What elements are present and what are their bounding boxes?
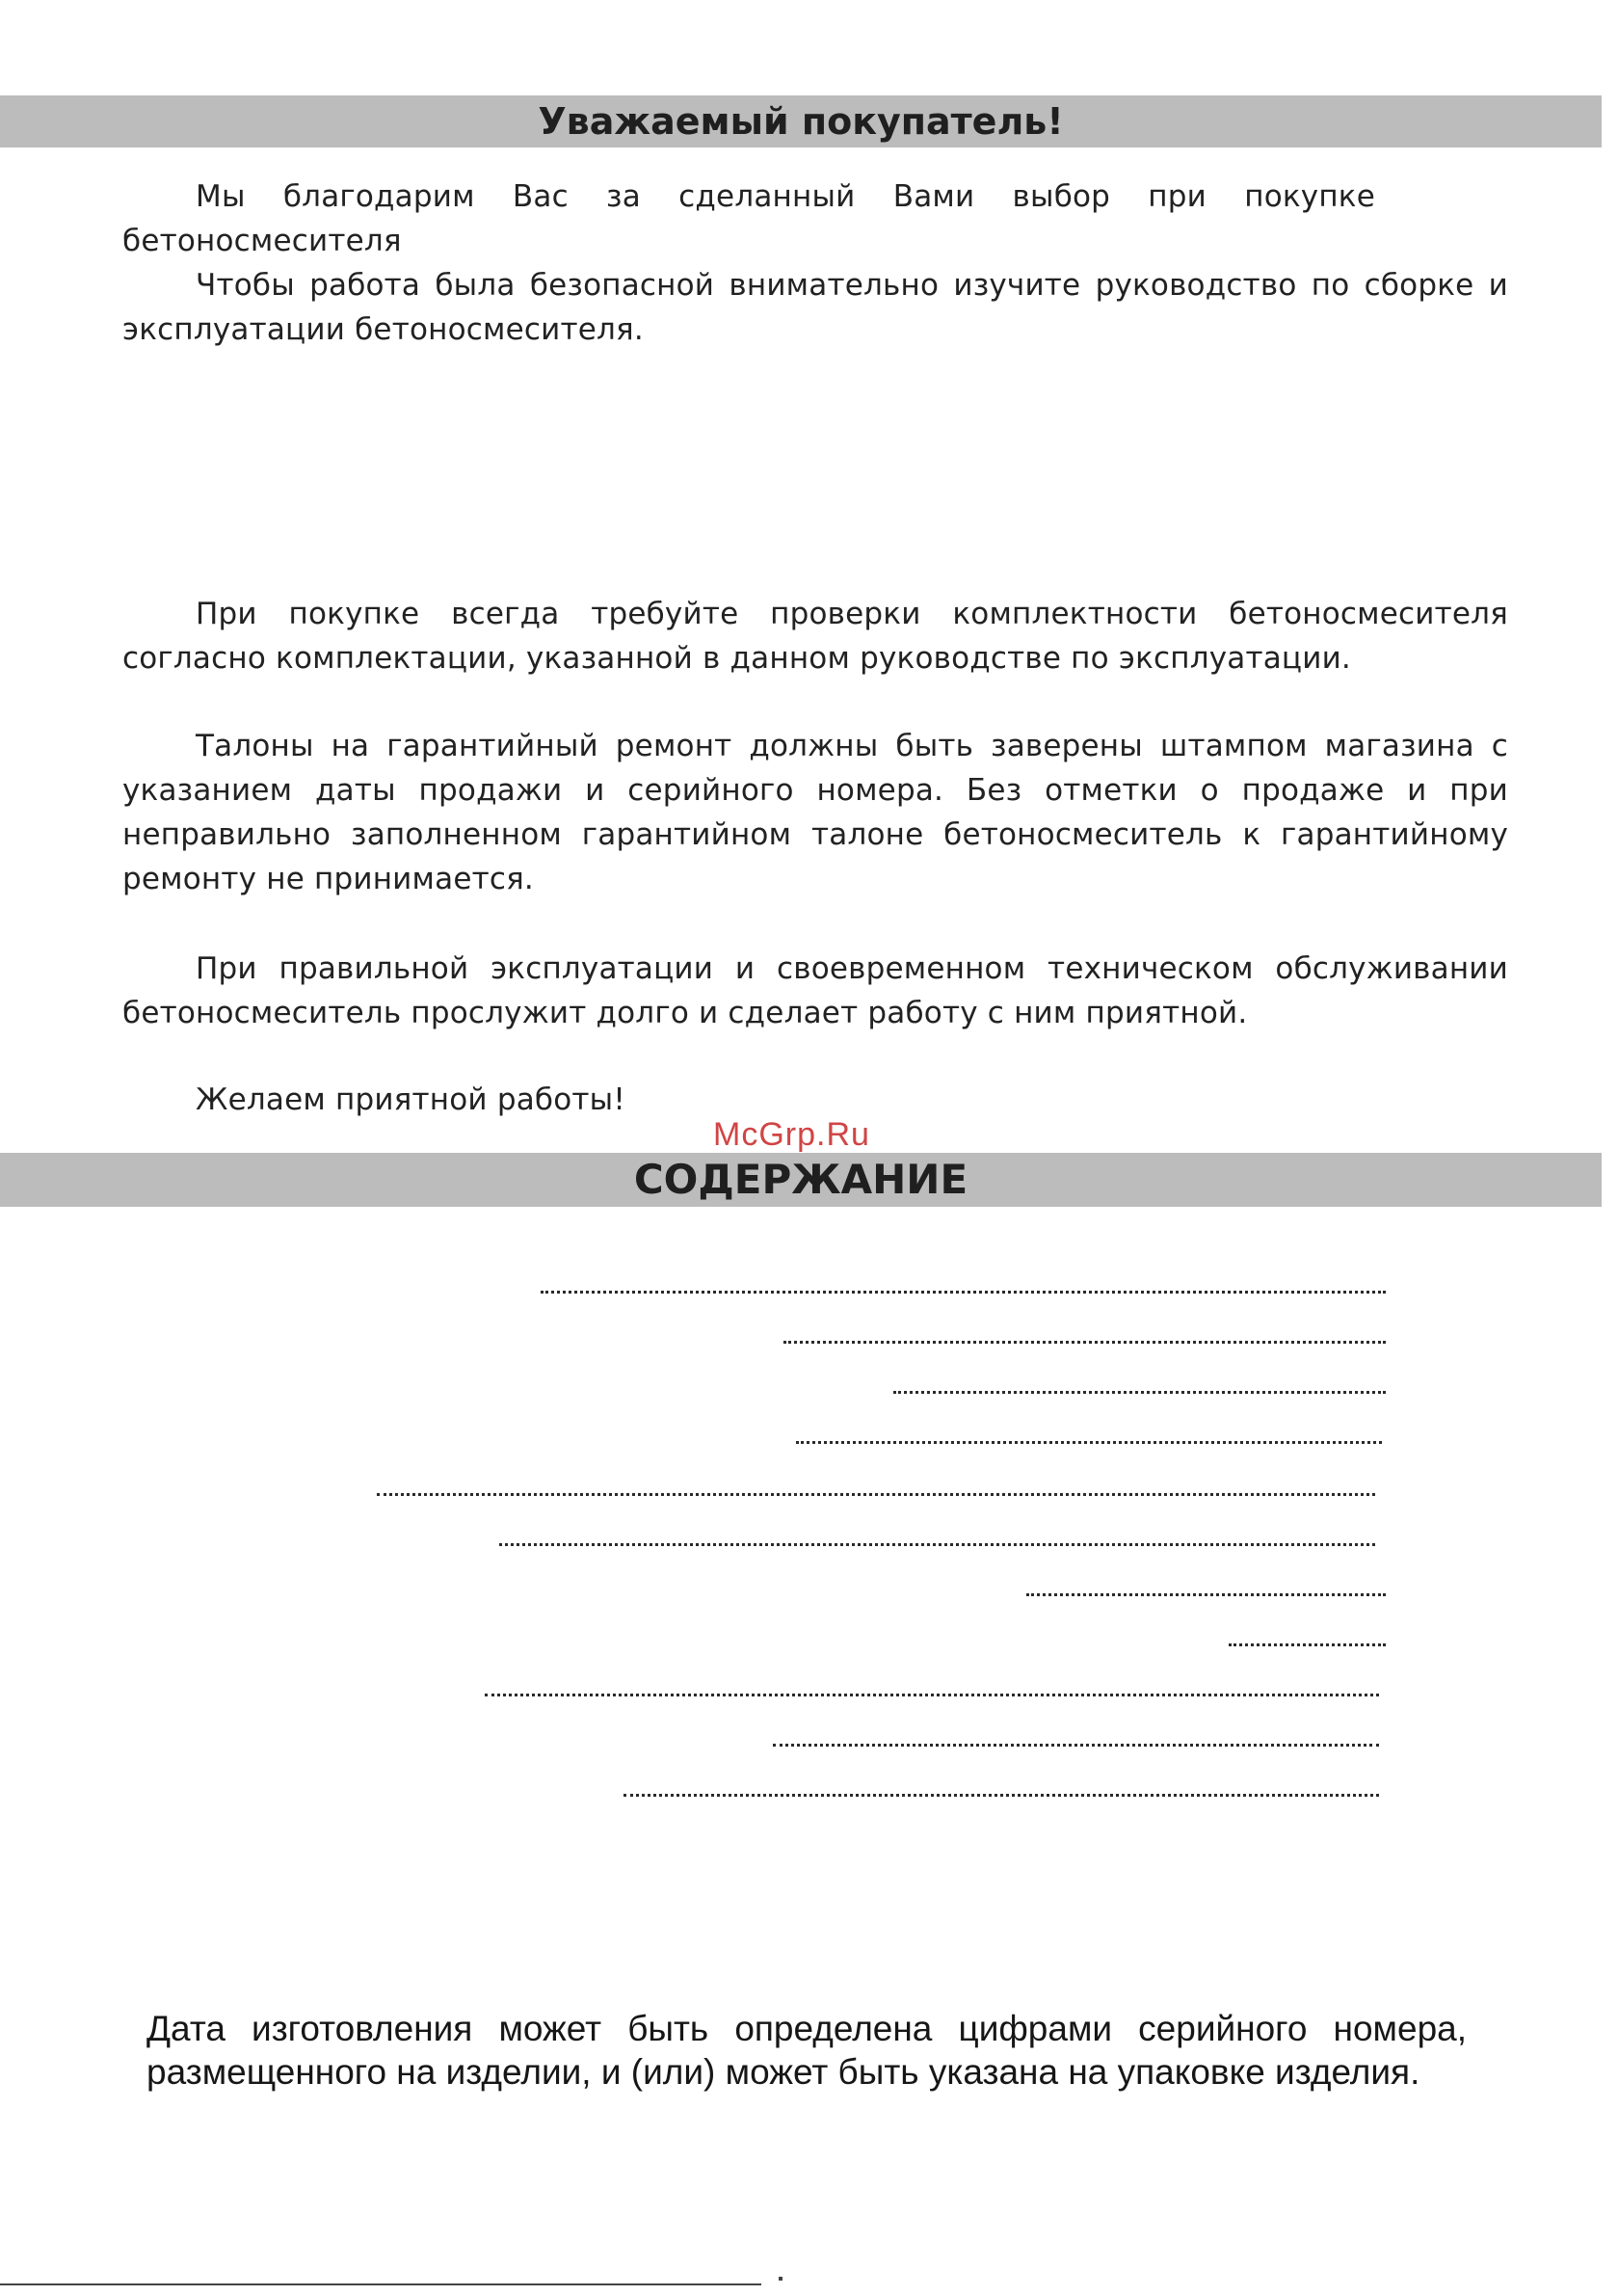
greeting-title: Уважаемый покупатель! <box>538 100 1064 143</box>
toc-leader-line <box>1229 1643 1386 1652</box>
toc-leader-line <box>783 1341 1386 1349</box>
contents-title: СОДЕРЖАНИЕ <box>633 1156 968 1203</box>
greeting-header <box>0 95 1602 147</box>
footer-mark <box>779 2277 782 2281</box>
toc-leader-line <box>623 1794 1379 1802</box>
toc-leader-line <box>1026 1593 1386 1602</box>
intro-paragraph-safety: Чтобы работа была безопасной внимательно изучите руководство по сборке и эксплуатации бетоносмесителя. <box>122 268 1508 347</box>
intro-paragraph-wishes: Желаем приятной работы! <box>196 1082 625 1117</box>
intro-paragraph-maintenance: При правильной эксплуатации и своевременном техническом обслуживании бетоносмеситель прослужит долго и сделает работу с ним приятной. <box>122 951 1508 1030</box>
intro-paragraph-warranty: Талоны на гарантийный ремонт должны быть заверены штампом магазина с указанием даты продажи и серийного номера. Без отметки о продаже и при неправильно заполненном гарантийном талоне бетоносмеситель к гарантийному ремонту не принимается. <box>122 729 1508 896</box>
toc-leader-line <box>499 1543 1375 1552</box>
toc-leader-line <box>541 1291 1386 1299</box>
manufacture-date-note: Дата изготовления может быть определена цифрами серийного номера, размещенного на изделии, и (или) может быть указана на упаковке изделия. <box>146 2009 1467 2092</box>
contents-header <box>0 1153 1602 1207</box>
toc-leader-line <box>377 1493 1375 1502</box>
intro-paragraph-thanks: Мы благодарим Вас за сделанный Вами выбор при покупке бетоносмесителя <box>122 179 1375 258</box>
watermark: McGrp.Ru <box>713 1116 870 1153</box>
toc-leader-line <box>485 1694 1379 1702</box>
toc-leader-line <box>796 1441 1382 1450</box>
intro-paragraph-completeness: При покупке всегда требуйте проверки комплектности бетоносмесителя согласно комплектации, указанной в данном руководстве по эксплуатации. <box>122 597 1508 676</box>
footer-rule <box>0 2283 761 2285</box>
toc-leader-line <box>893 1391 1386 1400</box>
toc-leader-line <box>773 1744 1379 1752</box>
